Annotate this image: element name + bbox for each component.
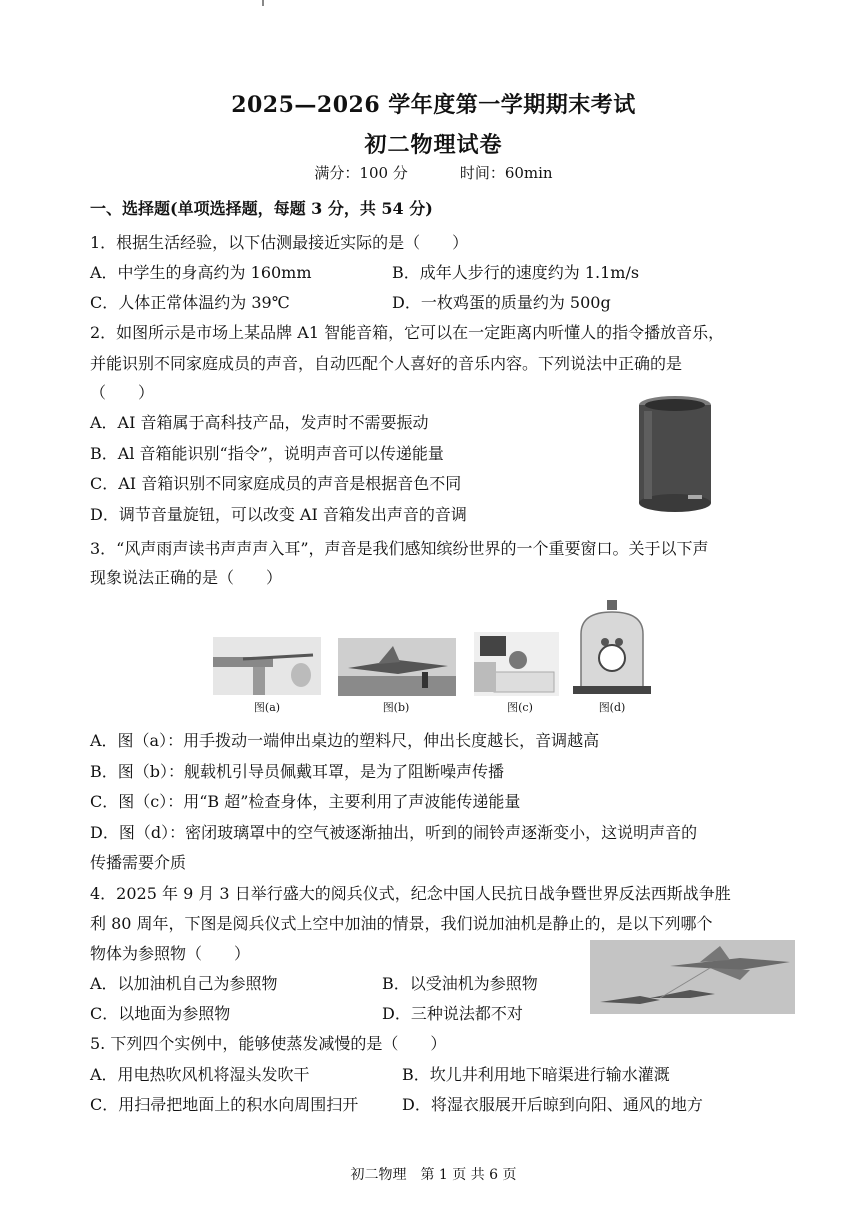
q3-option-c: C．图（c）：用“B 超”检查身体，主要利用了声波能传递能量 (90, 792, 521, 811)
q1-option-a: A．中学生的身高约为 160mm (90, 263, 312, 282)
q5-option-a: A．用电热吹风机将湿头发吹干 (90, 1065, 310, 1084)
q1-stem: 1．根据生活经验，以下估测最接近实际的是（ ） (90, 233, 469, 252)
q4-stem-line-3: 物体为参照物（ ） (90, 944, 251, 963)
q5-option-c: C．用扫帚把地面上的积水向周围扫开 (90, 1095, 359, 1114)
q2-stem-line-3: （ ） (90, 383, 155, 402)
figure-b-aircraft (338, 638, 456, 696)
q3-option-b: B．图（b）：舰载机引导员佩戴耳罩，是为了阻断噪声传播 (90, 762, 505, 781)
q3-option-d-continued: 传播需要介质 (90, 853, 187, 872)
q1-option-b: B．成年人步行的速度约为 1.1m/s (392, 263, 640, 282)
full-score: 满分：100 分 (314, 164, 408, 182)
figure-d-caption: 图(d) (598, 701, 626, 714)
q4-stem-line-2: 利 80 周年，下图是阅兵仪式上空中加油的情景，我们说加油机是静止的，是以下列哪个 (90, 914, 713, 933)
figure-a-ruler (213, 637, 321, 695)
exam-time: 时间：60min (459, 164, 553, 182)
q2-option-c: C．AI 音箱识别不同家庭成员的声音是根据音色不同 (90, 474, 462, 493)
q4-stem-line-1: 4．2025 年 9 月 3 日举行盛大的阅兵仪式，纪念中国人民抗日战争暨世界反法西斯战争胜 (90, 884, 731, 903)
q4-option-c: C．以地面为参照物 (90, 1004, 231, 1023)
q3-stem-line-1: 3．“风声雨声读书声声声入耳”，声音是我们感知缤纷世界的一个重要窗口。关于以下声 (90, 539, 709, 558)
q3-stem-line-2: 现象说法正确的是（ ） (90, 568, 283, 587)
q1-option-d: D．一枚鸡蛋的质量约为 500g (392, 293, 611, 312)
q2-stem-line-1: 2．如图所示是市场上某品牌 A1 智能音箱，它可以在一定距离内听懂人的指令播放音乐， (90, 323, 725, 342)
aerial-refueling-image (590, 940, 795, 1014)
section-heading: 一、选择题(单项选择题，每题 3 分，共 54 分) (90, 199, 433, 218)
q5-option-d: D．将湿衣服展开后晾到向阳、通风的地方 (402, 1095, 703, 1114)
q4-option-d: D．三种说法都不对 (382, 1004, 523, 1023)
q2-option-d: D．调节音量旋钮，可以改变 AI 音箱发出声音的音调 (90, 505, 467, 524)
q5-stem: 5. 下列四个实例中，能够使蒸发减慢的是（ ） (90, 1034, 447, 1053)
page-footer: 初二物理 第 1 页 共 6 页 (350, 1167, 517, 1183)
q2-option-b: B．Al 音箱能识别“指令”，说明声音可以传递能量 (90, 444, 444, 463)
q3-option-d: D．图（d）：密闭玻璃罩中的空气被逐渐抽出，听到的闹铃声逐渐变小，这说明声音的 (90, 823, 698, 842)
q2-option-a: A．AI 音箱属于高科技产品，发声时不需要振动 (90, 413, 429, 432)
q2-stem-line-2: 并能识别不同家庭成员的声音，自动匹配个人喜好的音乐内容。下列说法中正确的是 (90, 354, 683, 373)
figure-a-caption: 图(a) (253, 701, 281, 714)
exam-subtitle: 初二物理试卷 (364, 132, 503, 158)
q3-option-a: A．图（a）：用手拨动一端伸出桌边的塑料尺，伸出长度越长，音调越高 (90, 731, 600, 750)
figure-b-caption: 图(b) (382, 701, 410, 714)
q5-option-b: B．坎儿井利用地下暗渠进行输水灌溉 (402, 1065, 670, 1084)
exam-meta (0, 162, 867, 183)
q1-option-c: C．人体正常体温约为 39℃ (90, 293, 290, 312)
figure-c-ultrasound (474, 632, 559, 696)
figure-d-bell-jar (573, 600, 651, 696)
scan-mark (262, 0, 264, 6)
ai-speaker-image (636, 395, 714, 513)
figure-c-caption: 图(c) (507, 701, 533, 714)
q4-option-a: A．以加油机自己为参照物 (90, 974, 278, 993)
exam-title: 2025—2026 学年度第一学期期末考试 (231, 92, 636, 118)
q4-option-b: B．以受油机为参照物 (382, 974, 538, 993)
